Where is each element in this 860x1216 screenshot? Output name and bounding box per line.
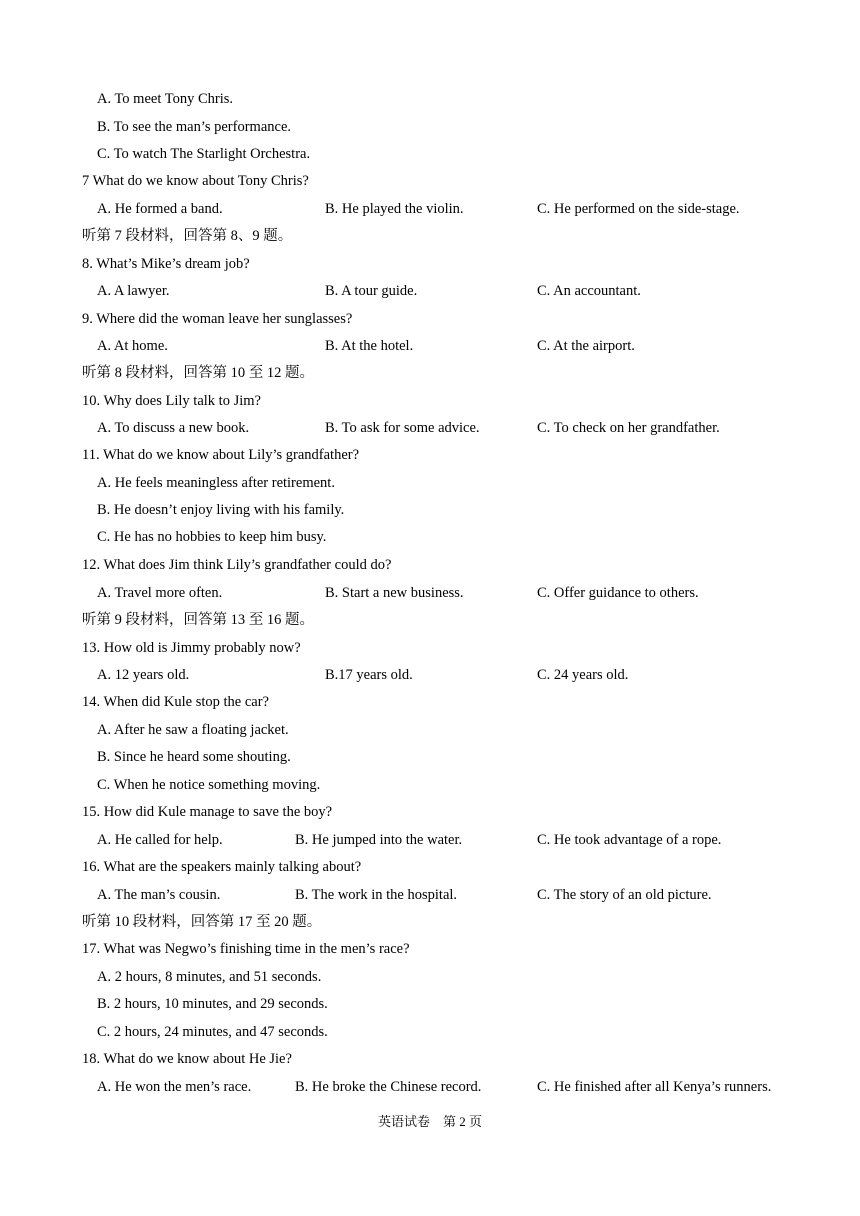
q16-option-c: C. The story of an old picture. <box>537 887 712 903</box>
question-8: 8. What’s Mike’s dream job? <box>82 256 250 272</box>
q17-option-c: C. 2 hours, 24 minutes, and 47 seconds. <box>97 1024 328 1040</box>
q17-option-b: B. 2 hours, 10 minutes, and 29 seconds. <box>97 996 328 1012</box>
q10-option-c: C. To check on her grandfather. <box>537 420 720 436</box>
q13-option-b: B.17 years old. <box>325 667 413 683</box>
q15-option-c: C. He took advantage of a rope. <box>537 832 722 848</box>
q6-option-a: A. To meet Tony Chris. <box>97 91 233 107</box>
q18-option-a: A. He won the men’s race. <box>97 1079 252 1095</box>
q13-option-c: C. 24 years old. <box>537 667 629 683</box>
q9-option-c: C. At the airport. <box>537 338 635 354</box>
q14-option-a: A. After he saw a floating jacket. <box>97 722 289 738</box>
question-16: 16. What are the speakers mainly talking about? <box>82 859 362 875</box>
q10-option-a: A. To discuss a new book. <box>97 420 250 436</box>
q15-option-a: A. He called for help. <box>97 832 223 848</box>
q14-option-c: C. When he notice something moving. <box>97 777 321 793</box>
q9-option-a: A. At home. <box>97 338 168 354</box>
q11-option-a: A. He feels meaningless after retirement. <box>97 475 335 491</box>
section-heading-7: 听第 7 段材料，回答第 8、9 题。 <box>82 228 293 244</box>
q8-option-a: A. A lawyer. <box>97 283 170 299</box>
q16-option-b: B. The work in the hospital. <box>295 887 458 903</box>
question-10: 10. Why does Lily talk to Jim? <box>82 393 261 409</box>
q6-option-b: B. To see the man’s performance. <box>97 119 292 135</box>
q14-option-b: B. Since he heard some shouting. <box>97 749 291 765</box>
question-17: 17. What was Negwo’s finishing time in the men’s race? <box>82 941 410 957</box>
q12-option-c: C. Offer guidance to others. <box>537 585 699 601</box>
q8-option-c: C. An accountant. <box>537 283 641 299</box>
q12-option-b: B. Start a new business. <box>325 585 464 601</box>
question-14: 14. When did Kule stop the car? <box>82 694 269 710</box>
section-heading-9: 听第 9 段材料，回答第 13 至 16 题。 <box>82 612 314 628</box>
q8-option-b: B. A tour guide. <box>325 283 418 299</box>
q6-option-c: C. To watch The Starlight Orchestra. <box>97 146 311 162</box>
q7-option-b: B. He played the violin. <box>325 201 464 217</box>
question-18: 18. What do we know about He Jie? <box>82 1051 292 1067</box>
q10-option-b: B. To ask for some advice. <box>325 420 480 436</box>
page-footer: 英语试卷 第 2 页 <box>377 1114 482 1129</box>
question-13: 13. How old is Jimmy probably now? <box>82 640 301 656</box>
section-heading-10: 听第 10 段材料，回答第 17 至 20 题。 <box>82 914 322 930</box>
question-9: 9. Where did the woman leave her sunglasses? <box>82 311 353 327</box>
question-7: 7 What do we know about Tony Chris? <box>82 173 309 189</box>
q18-option-b: B. He broke the Chinese record. <box>295 1079 482 1095</box>
q12-option-a: A. Travel more often. <box>97 585 223 601</box>
q7-option-c: C. He performed on the side-stage. <box>537 201 740 217</box>
q17-option-a: A. 2 hours, 8 minutes, and 51 seconds. <box>97 969 322 985</box>
q7-option-a: A. He formed a band. <box>97 201 223 217</box>
q15-option-b: B. He jumped into the water. <box>295 832 463 848</box>
question-11: 11. What do we know about Lily’s grandfather? <box>82 447 360 463</box>
q11-option-b: B. He doesn’t enjoy living with his family. <box>97 502 345 518</box>
q11-option-c: C. He has no hobbies to keep him busy. <box>97 529 327 545</box>
question-12: 12. What does Jim think Lily’s grandfather could do? <box>82 557 392 573</box>
q9-option-b: B. At the hotel. <box>325 338 414 354</box>
q18-option-c: C. He finished after all Kenya’s runners. <box>537 1079 772 1095</box>
question-15: 15. How did Kule manage to save the boy? <box>82 804 333 820</box>
q16-option-a: A. The man’s cousin. <box>97 887 221 903</box>
section-heading-8: 听第 8 段材料，回答第 10 至 12 题。 <box>82 365 314 381</box>
q13-option-a: A. 12 years old. <box>97 667 190 683</box>
